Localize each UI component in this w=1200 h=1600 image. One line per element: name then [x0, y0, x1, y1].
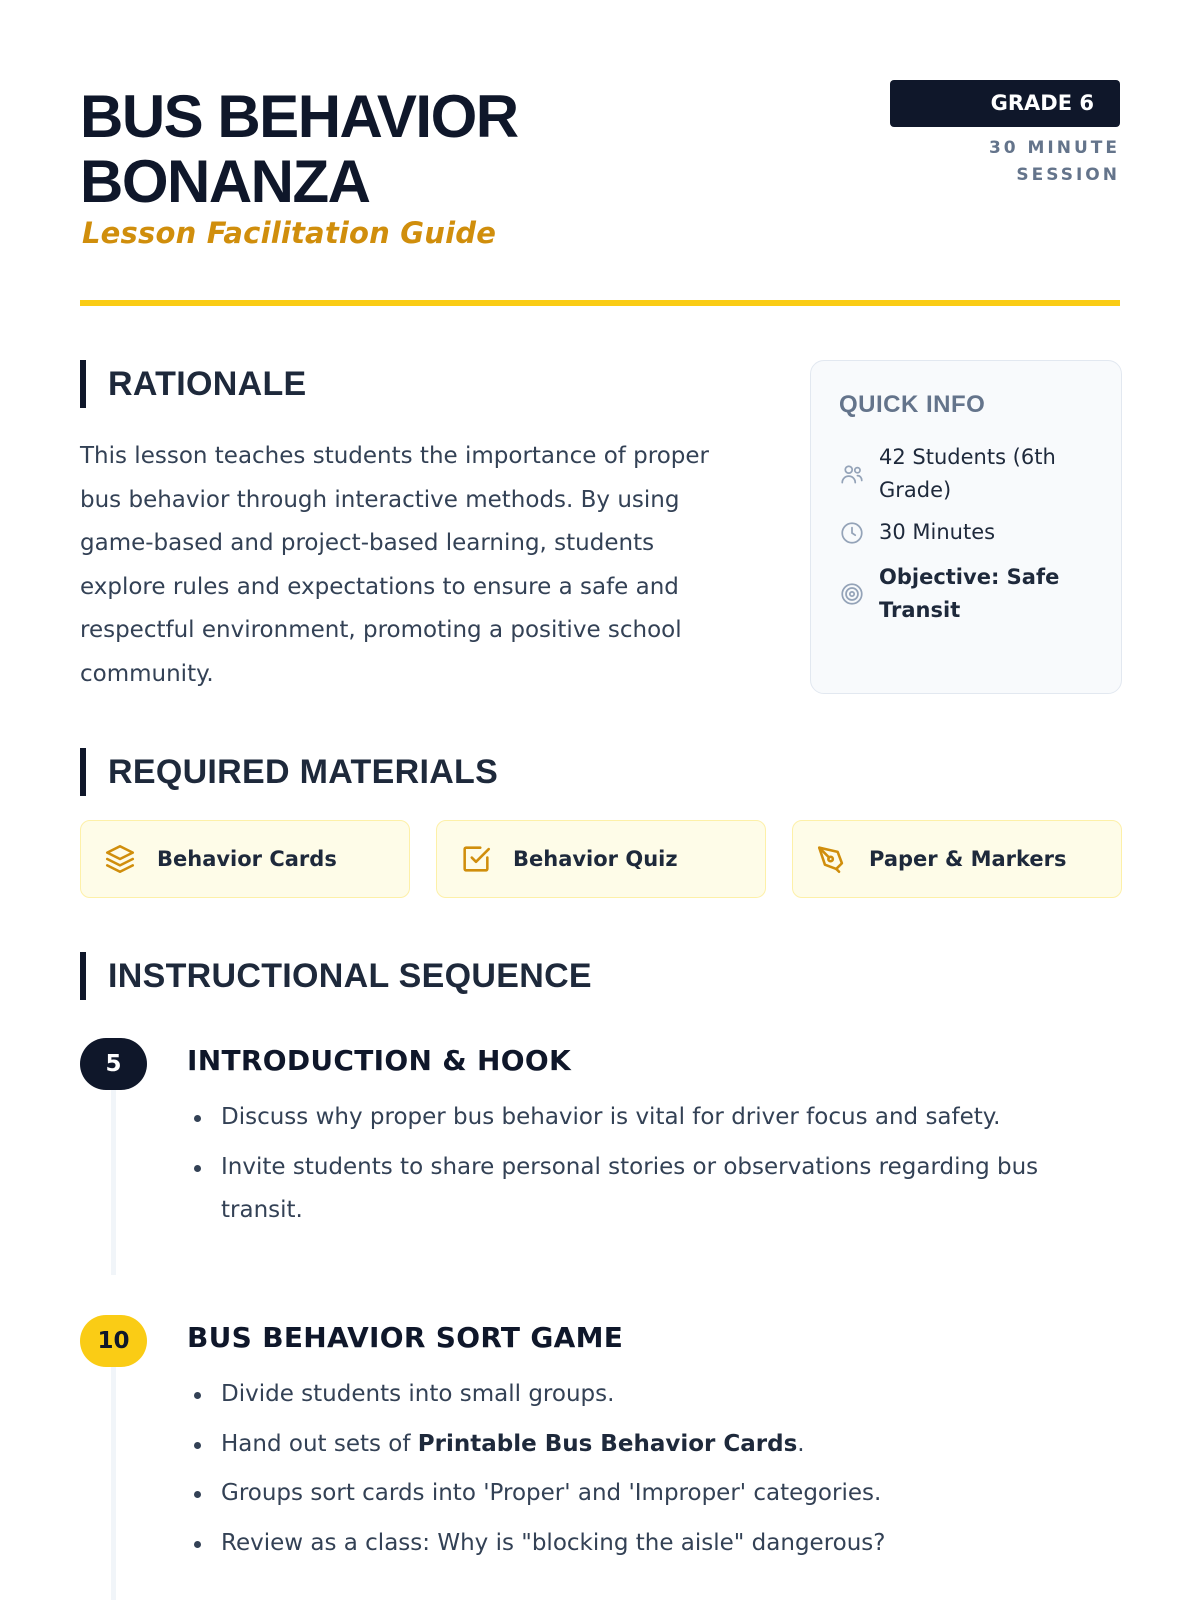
- step-duration-badge: 10: [80, 1315, 147, 1367]
- sequence-heading: INSTRUCTIONAL SEQUENCE: [80, 952, 592, 1000]
- step-duration-badge: 5: [80, 1038, 147, 1090]
- step-bullet-list: [188, 1096, 1088, 1239]
- quick-info-students-text: 42 Students (6th Grade): [879, 445, 1056, 502]
- step-bullet-list: [188, 1373, 1088, 1571]
- material-behavior-cards: [80, 820, 410, 898]
- header-divider: [80, 300, 1120, 306]
- timeline-line: [111, 1352, 116, 1600]
- list-item: Review as a class: Why is "blocking the aisle" dangerous?: [188, 1522, 1088, 1566]
- page-title: BUS BEHAVIOR BONANZA: [80, 83, 518, 215]
- material-paper-markers: [792, 820, 1122, 898]
- bullet-text-start: Hand out sets of: [221, 1430, 418, 1457]
- materials-heading: REQUIRED MATERIALS: [80, 748, 498, 796]
- pen-tool-icon: [815, 842, 849, 876]
- material-label: Behavior Cards: [157, 847, 337, 871]
- rationale-text: This lesson teaches students the importance of proper bus behavior through interactive methods. By using game-based and project-based learning, students explore rules and expectations to ensure a safe and respectful environment, promoting a positive school community.: [80, 443, 710, 687]
- bullet-text-bold: Printable Bus Behavior Cards: [417, 1430, 798, 1457]
- bullet-text-end: .: [797, 1430, 805, 1457]
- material-behavior-quiz: [436, 820, 766, 898]
- target-icon: [839, 581, 865, 607]
- page-subtitle: Lesson Facilitation Guide: [82, 216, 497, 250]
- clock-icon: [839, 520, 865, 546]
- rationale-heading: RATIONALE: [80, 360, 307, 408]
- checkbox-icon: [459, 842, 493, 876]
- list-item: Discuss why proper bus behavior is vital for driver focus and safety.: [188, 1096, 1088, 1140]
- list-item: Invite students to share personal stories or observations regarding bus transit.: [188, 1146, 1088, 1233]
- session-length: 30 MINUTE SESSION: [988, 138, 1120, 185]
- grade-badge: GRADE 6: [890, 80, 1120, 127]
- material-label: Behavior Quiz: [513, 847, 678, 871]
- quick-info-students: [839, 441, 1109, 507]
- step-title: INTRODUCTION & HOOK: [187, 1044, 571, 1077]
- material-label: Paper & Markers: [869, 847, 1067, 871]
- layers-icon: [103, 842, 137, 876]
- list-item: Groups sort cards into 'Proper' and 'Improper' categories.: [188, 1472, 1088, 1516]
- quick-info-objective: [839, 561, 1109, 627]
- quick-info-duration: [839, 516, 1109, 549]
- step-title: BUS BEHAVIOR SORT GAME: [187, 1321, 624, 1354]
- list-item: Divide students into small groups.: [188, 1373, 1088, 1417]
- timeline-line: [111, 1075, 116, 1275]
- quick-info-duration-text: 30 Minutes: [879, 520, 996, 544]
- quick-info-objective-text: Objective: Safe Transit: [879, 565, 1060, 622]
- quick-info-title: QUICK INFO: [839, 391, 986, 418]
- list-item: [188, 1423, 1088, 1467]
- users-icon: [839, 461, 865, 487]
- quick-info-card: [810, 360, 1122, 694]
